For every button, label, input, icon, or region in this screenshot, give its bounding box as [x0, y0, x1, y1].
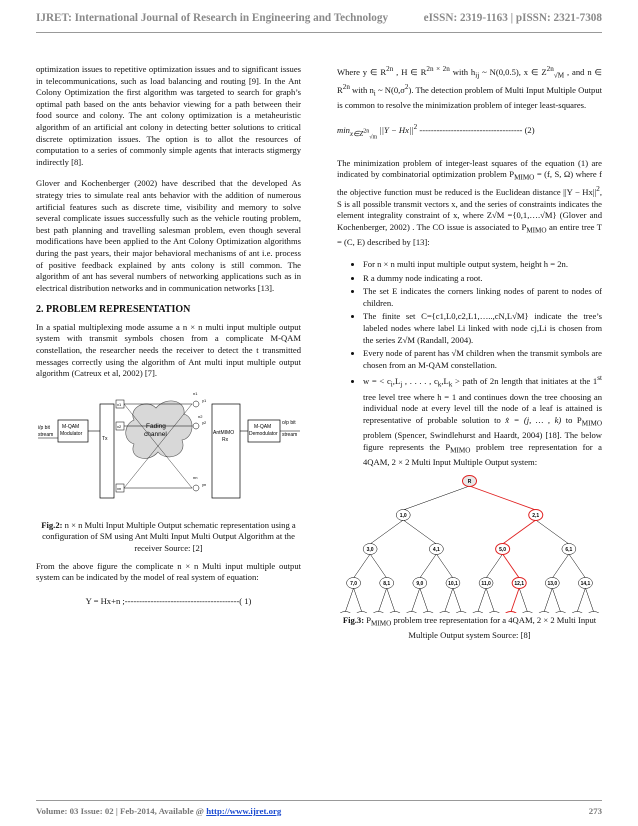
- tree-node: [529, 509, 543, 520]
- tree-node: [396, 509, 410, 520]
- tree-node-label: 9,0: [416, 580, 424, 587]
- tree-node: [562, 543, 576, 554]
- fig2-label: stream: [38, 431, 54, 438]
- svg-text:M-QAM: M-QAM: [254, 423, 272, 430]
- fig2-label: Modulator: [60, 430, 83, 437]
- tree-node: [446, 577, 460, 588]
- svg-text:AntMIMO: AntMIMO: [213, 429, 235, 436]
- fig2-label: i/p bit: [38, 424, 50, 431]
- svg-text:n2: n2: [198, 413, 203, 419]
- fig2-caption: Fig.2: n × n Multi Input Multiple Output schematic representation using a configuration of SM using Ant Multi Input Multi Output Algorithm at the receiver Source: [2]: [41, 519, 296, 554]
- tree-node-label: 12,1: [514, 580, 525, 587]
- tree-node-label: 14,1: [580, 580, 591, 587]
- tree-edge: [345, 588, 353, 612]
- tree-node-label: 4,1: [432, 546, 440, 553]
- tree-node: [586, 611, 601, 613]
- tree-node: [463, 475, 477, 486]
- tree-node-label: 3,0: [366, 546, 374, 553]
- tree-edge: [536, 520, 569, 544]
- tree-edge: [420, 554, 437, 578]
- tree-edge: [453, 588, 461, 612]
- tree-edge: [519, 588, 527, 612]
- fig2-label: M-QAM: [62, 423, 80, 430]
- paragraph: From the above figure the complicate n × n Multi input multiple output system can be indicated by the model of real system of equation:: [36, 560, 301, 583]
- tree-node: [578, 577, 592, 588]
- tree-edge: [420, 588, 428, 612]
- list-item: • R a dummy node indicating a root.: [363, 273, 602, 285]
- paragraph: In a spatial multiplexing mode assume a n × n multi input multiple output system with transmit symbols chosen from a complicate M-QAM constellation, the researcher needs the receiver to detect the t transmitted messages correctly using the algorithm of Ant multi input multiple output algorithm (Catreux et al, 2002) [7].: [36, 321, 301, 379]
- tree-node-label: 2,1: [532, 512, 540, 519]
- tree-node: [537, 611, 552, 613]
- tree-node: [338, 611, 353, 613]
- tree-node: [553, 611, 568, 613]
- fig3-tree: [337, 473, 602, 613]
- journal-title: IJRET: International Journal of Research in Engineering and Technology: [36, 12, 389, 24]
- list-item: • The finite set C={c1,L0,c2,L1,…..,cN,L√M} indicate the tree’s labeled nodes where label Li linked with node cj,Li is chosen from the series Z√M (Randall, 2004).: [363, 311, 602, 346]
- tree-node: [487, 611, 502, 613]
- tree-node: [388, 611, 403, 613]
- svg-text:y2: y2: [202, 419, 207, 425]
- svg-text:Fading: Fading: [146, 422, 166, 430]
- tree-node: [371, 611, 386, 613]
- page-number: 273: [588, 806, 602, 816]
- tree-node-label: 13,0: [547, 580, 558, 587]
- tree-node: [512, 577, 526, 588]
- fig2-schematic: [36, 390, 301, 510]
- tree-edge: [403, 520, 436, 544]
- list-item: • w = < $c_i,L_j$ , . . . . , $c_k,L_k$ > path of 2n length that initiates at the 1st tree level tree where h = 1 and continues down the tree choosing an individual node at every level till the node of a leaf is attained is representative of probable solution to x̂ = (j, … , k) to $P_{MIMO}$ problem (Spencer, Swindlehurst and Haardt, 2004) [18]. The below figure represents the $P_{MIMO}$ problem tree representation for a 4QAM, 2 × 2 Multi Input Multiple Output system:: [363, 373, 602, 468]
- paragraph: Where y ∈ $R^{2n}$ , H ∈ $R^{2n \times 2n}$ with $h_{ij}$ ~ N(0,0.5), x ∈ $Z^{2n}_{√M}$ , and n ∈ $R^{2n}$ with $n_i$ ~ $N(0,\sigma^2)$. The detection problem of Multi Input Multiple Output is common to resolve the minimization problem of integer least-squares.: [337, 65, 603, 111]
- list-item: • For n × n multi input multiple output system, height h = 2n.: [363, 259, 602, 271]
- tree-node: [413, 577, 427, 588]
- footer-volume: Volume: 03 Issue: 02 | Feb-2014, Available @ http://www.ijret.org: [36, 806, 282, 816]
- tree-edge: [412, 588, 420, 612]
- tree-node: [454, 611, 469, 613]
- svg-text:Demodulator: Demodulator: [249, 430, 278, 437]
- tree-edge: [486, 554, 503, 578]
- paragraph: The minimization problem of integer-least squares of the equation (1) are indicated by combinatorial optimization problem $P_{MIMO} = (f$, S, Ω) where f the objective function must be reduced is the Euclidean distance $||Y - Hx||^2$, S is all possible transmit vectors x, and the series of constraints indicates the element integrality constraint of x, where Z√M ={0,1,….√M} (Glover and Kochenberger, 2002) . The CO issue is associated to $P_{MIMO}$ an entire tree T = (C, E) described by [13]:: [337, 157, 602, 248]
- tree-node: [504, 611, 519, 613]
- tree-node: [347, 577, 361, 588]
- svg-text:x1: x1: [117, 401, 122, 407]
- svg-text:o/p bit: o/p bit: [282, 419, 296, 426]
- equation-2: $\min_{x\in Z^{2n}_{√m}} ||Y - Hx||^2$ ------------------------------------ (2): [337, 122, 535, 140]
- tree-edge: [470, 486, 536, 510]
- fig2-label: Tx: [102, 435, 108, 442]
- svg-text:Rx: Rx: [222, 436, 229, 443]
- paragraph: Glover and Kochenberger (2002) have described that the developed As strategy tries to simulate real ants behavior with the addition of numerous artificial features such as discrete time, visibility and memory to solve several complicate issues successfully such as the vehicle routing problem, best path planning and travelling salesman problem, even though several modifications have been applied to the Ant Colony Optimization algorithms during the past years, their major behavioral mechanisms of ant i.e. process of positive feedback explained by ants colony is still common. The algorithm of ant has several numbers of networking applications such as in electrical distribution networks and in communication networks [13].: [36, 178, 301, 293]
- tree-node: [479, 577, 493, 588]
- svg-text:n1: n1: [193, 390, 198, 396]
- tree-edge: [370, 520, 403, 544]
- svg-text:nn: nn: [193, 474, 198, 480]
- journal-link[interactable]: http://www.ijret.org: [206, 806, 282, 816]
- tree-edge: [585, 588, 593, 612]
- equation-1: Y = Hx+n ;----------------------------------------( 1): [85, 595, 252, 606]
- tree-edge: [544, 588, 552, 612]
- tree-edge: [569, 554, 586, 578]
- page-header: [36, 12, 602, 24]
- tree-node-label: 7,0: [350, 580, 358, 587]
- tree-node-label: 1,0: [399, 512, 407, 519]
- tree-node: [496, 543, 510, 554]
- list-item: • The set E indicates the corners linking nodes of parent to nodes of children.: [363, 286, 602, 309]
- tree-node: [404, 611, 419, 613]
- page-footer: [36, 806, 602, 816]
- tree-node-label: R: [467, 478, 472, 485]
- tree-edge: [552, 554, 569, 578]
- section-heading: 2. PROBLEM REPRESENTATION: [36, 304, 191, 316]
- tree-edge: [370, 554, 387, 578]
- tree-node: [437, 611, 452, 613]
- tree-node: [354, 611, 369, 613]
- tree-edge: [511, 588, 519, 612]
- svg-text:channel: channel: [144, 430, 167, 438]
- tree-node: [429, 543, 443, 554]
- tree-edge: [503, 520, 536, 544]
- svg-text:xn: xn: [117, 485, 122, 491]
- tree-node: [470, 611, 485, 613]
- tree-edge: [445, 588, 453, 612]
- tree-node: [380, 577, 394, 588]
- list-item: • Every node of parent has √M children when the transmit symbols are chosen from an M-QAM constellation.: [363, 348, 602, 371]
- tree-edge: [354, 554, 371, 578]
- tree-edge: [436, 554, 453, 578]
- footer-rule: [36, 800, 602, 801]
- tree-node: [520, 611, 535, 613]
- tree-edge: [577, 588, 585, 612]
- tree-edge: [503, 554, 520, 578]
- tx-box: [100, 404, 114, 498]
- bullet-list: [337, 259, 602, 469]
- tree-node-label: 5,0: [499, 546, 507, 553]
- paragraph: optimization issues to repetitive optimization issues and to significant issues in telecommunications, such as load balancing and routing [9]. In the Ant Colony Optimization the first algorithm was targeted to search for graph’s optimal path based on the ants behavior viewing for a path between their food source and colony. The ant colony optimization is a metaheuristic algorithm of an artificial ant colony in detecting better solutions to critical discrete optimization issues. The option is to allot the resources of computation to a series of commonly simple agents that interacts stigmergy indirectly [8].: [36, 64, 301, 167]
- tree-edge: [403, 486, 469, 510]
- tree-node: [421, 611, 436, 613]
- tree-node-label: 11,0: [481, 580, 491, 587]
- tree-node: [363, 543, 377, 554]
- tree-edge: [478, 588, 486, 612]
- tree-node: [570, 611, 585, 613]
- tree-node-label: 8,1: [383, 580, 391, 587]
- svg-text:yn: yn: [202, 481, 207, 487]
- tree-edge: [354, 588, 362, 612]
- header-rule: [36, 32, 602, 33]
- tree-node-label: 10,1: [448, 580, 458, 587]
- tree-edge: [387, 588, 395, 612]
- left-column: [36, 64, 301, 619]
- tree-edge: [378, 588, 386, 612]
- svg-text:stream: stream: [282, 431, 298, 438]
- tree-edge: [552, 588, 560, 612]
- tree-node-label: 6,1: [565, 546, 573, 553]
- antmimo-rx-box: [212, 404, 240, 498]
- tree-edge: [486, 588, 494, 612]
- svg-text:x2: x2: [117, 423, 122, 429]
- issn: eISSN: 2319-1163 | pISSN: 2321-7308: [423, 12, 602, 24]
- fig3-caption: Fig.3: $P_{MIMO}$ problem tree representation for a 4QAM, 2 × 2 Multi Input Multiple Output system Source: [8]: [342, 614, 597, 640]
- right-column: [337, 64, 602, 647]
- svg-text:y1: y1: [202, 397, 207, 403]
- tree-node: [545, 577, 559, 588]
